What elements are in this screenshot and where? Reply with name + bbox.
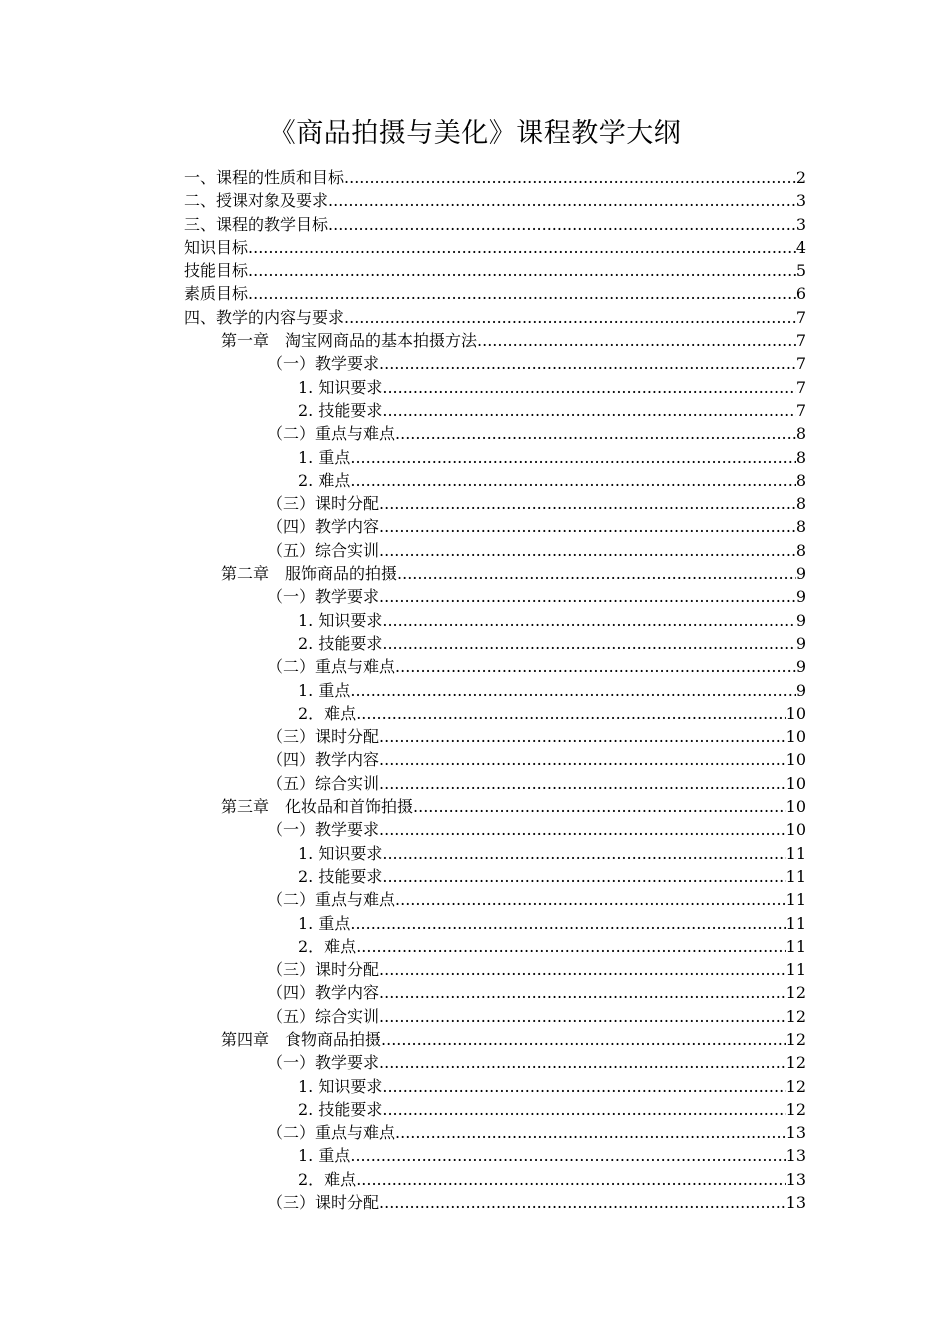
toc-entry-page-number: 13: [785, 1146, 806, 1166]
toc-dot-leader: [395, 888, 786, 911]
toc-entry[interactable]: [184, 1168, 806, 1191]
toc-entry[interactable]: [184, 1191, 806, 1214]
toc-entry[interactable]: [184, 632, 806, 655]
toc-entry[interactable]: [184, 1005, 806, 1028]
toc-entry[interactable]: [184, 352, 806, 375]
toc-entry-label: （一）教学要求: [267, 587, 380, 607]
toc-entry-page-number: 11: [785, 890, 806, 910]
toc-entry-page-number: 7: [795, 354, 806, 374]
toc-entry-page-number: 8: [795, 517, 806, 537]
toc-entry-label: 2. 技能要求: [298, 633, 383, 653]
toc-entry-page-number: 7: [795, 377, 806, 397]
toc-dot-leader: [382, 376, 795, 399]
toc-dot-leader: [350, 912, 785, 935]
toc-entry-page-number: 13: [785, 1123, 806, 1143]
toc-dot-leader: [379, 352, 796, 375]
toc-entry-page-number: 12: [785, 1029, 806, 1049]
toc-entry-page-number: 7: [795, 331, 806, 351]
toc-entry[interactable]: [184, 748, 806, 771]
toc-entry-page-number: 5: [795, 261, 806, 281]
toc-entry-label: 2. 技能要求: [298, 866, 383, 886]
toc-entry-label: 二、授课对象及要求: [184, 191, 329, 211]
toc-entry-page-number: 12: [785, 1099, 806, 1119]
toc-entry[interactable]: [184, 1121, 806, 1144]
toc-entry-page-number: 11: [785, 936, 806, 956]
toc-entry-page-number: 11: [785, 866, 806, 886]
toc-dot-leader: [395, 422, 796, 445]
toc-dot-leader: [381, 1028, 786, 1051]
toc-entry[interactable]: [184, 282, 806, 305]
toc-entry[interactable]: [184, 795, 806, 818]
toc-entry[interactable]: [184, 1075, 806, 1098]
toc-dot-leader: [379, 725, 786, 748]
toc-entry-label: （四）教学内容: [267, 517, 380, 537]
toc-dot-leader: [382, 1098, 785, 1121]
toc-dot-leader: [344, 306, 796, 329]
toc-entry-label: （二）重点与难点: [267, 424, 396, 444]
toc-entry[interactable]: [184, 1028, 806, 1051]
toc-dot-leader: [379, 772, 786, 795]
toc-entry-label: （四）教学内容: [267, 983, 380, 1003]
toc-dot-leader: [356, 935, 785, 958]
toc-entry[interactable]: [184, 679, 806, 702]
toc-dot-leader: [382, 842, 785, 865]
toc-entry-label: 四、教学的内容与要求: [184, 307, 345, 327]
toc-entry-label: 技能目标: [184, 261, 249, 281]
toc-entry-page-number: 12: [785, 1076, 806, 1096]
toc-entry[interactable]: [184, 1051, 806, 1074]
toc-entry-label: 1. 重点: [298, 1146, 351, 1166]
toc-entry-label: （三）课时分配: [267, 727, 380, 747]
toc-entry[interactable]: [184, 1098, 806, 1121]
toc-entry-label: 第三章 化妆品和首饰拍摄: [221, 797, 414, 817]
toc-entry-label: （五）综合实训: [267, 540, 380, 560]
toc-entry-label: 知识目标: [184, 237, 249, 257]
toc-entry-page-number: 8: [795, 424, 806, 444]
toc-dot-leader: [379, 958, 786, 981]
toc-entry-label: （二）重点与难点: [267, 890, 396, 910]
toc-dot-leader: [395, 655, 796, 678]
toc-entry[interactable]: [184, 888, 806, 911]
toc-dot-leader: [350, 679, 795, 702]
toc-dot-leader: [350, 469, 795, 492]
toc-entry-page-number: 3: [795, 191, 806, 211]
toc-dot-leader: [350, 1144, 785, 1167]
toc-entry-page-number: 10: [785, 820, 806, 840]
toc-entry-page-number: 10: [785, 727, 806, 747]
toc-entry[interactable]: [184, 1144, 806, 1167]
toc-entry[interactable]: [184, 399, 806, 422]
toc-dot-leader: [382, 609, 795, 632]
toc-dot-leader: [356, 702, 785, 725]
toc-entry[interactable]: [184, 492, 806, 515]
toc-dot-leader: [382, 632, 795, 655]
toc-entry[interactable]: [184, 725, 806, 748]
toc-entry-page-number: 6: [795, 284, 806, 304]
toc-entry-label: （三）课时分配: [267, 494, 380, 514]
toc-entry[interactable]: [184, 376, 806, 399]
toc-entry-label: （四）教学内容: [267, 750, 380, 770]
toc-dot-leader: [397, 562, 796, 585]
toc-entry[interactable]: [184, 422, 806, 445]
toc-entry-page-number: 4: [795, 237, 806, 257]
toc-entry-label: 2. 技能要求: [298, 400, 383, 420]
toc-dot-leader: [379, 1051, 786, 1074]
toc-dot-leader: [477, 329, 796, 352]
toc-entry[interactable]: [184, 655, 806, 678]
toc-dot-leader: [356, 1168, 785, 1191]
toc-entry-label: 1. 重点: [298, 913, 351, 933]
toc-entry-label: （一）教学要求: [267, 354, 380, 374]
toc-entry-page-number: 10: [785, 703, 806, 723]
toc-entry[interactable]: [184, 469, 806, 492]
toc-dot-leader: [248, 236, 796, 259]
toc-entry-label: 1. 知识要求: [298, 843, 383, 863]
toc-entry-label: 2．难点: [298, 703, 357, 723]
toc-entry[interactable]: [184, 515, 806, 538]
toc-entry[interactable]: [184, 446, 806, 469]
toc-entry-page-number: 11: [785, 843, 806, 863]
toc-dot-leader: [328, 189, 796, 212]
toc-entry[interactable]: [184, 702, 806, 725]
toc-entry[interactable]: [184, 306, 806, 329]
toc-entry-label: （二）重点与难点: [267, 657, 396, 677]
toc-entry-label: （二）重点与难点: [267, 1123, 396, 1143]
toc-entry-label: 1. 知识要求: [298, 1076, 383, 1096]
toc-entry-label: （三）课时分配: [267, 960, 380, 980]
toc-entry[interactable]: [184, 842, 806, 865]
toc-entry-page-number: 10: [785, 773, 806, 793]
toc-entry-page-number: 7: [795, 307, 806, 327]
toc-entry[interactable]: [184, 213, 806, 236]
toc-dot-leader: [328, 213, 796, 236]
toc-dot-leader: [350, 446, 795, 469]
toc-dot-leader: [379, 539, 796, 562]
toc-dot-leader: [382, 1075, 785, 1098]
toc-entry-page-number: 7: [795, 400, 806, 420]
toc-dot-leader: [248, 282, 796, 305]
toc-entry-page-number: 9: [795, 587, 806, 607]
toc-entry[interactable]: [184, 562, 806, 585]
toc-entry-label: 2．难点: [298, 1169, 357, 1189]
toc-entry[interactable]: [184, 958, 806, 981]
toc-entry-label: （一）教学要求: [267, 820, 380, 840]
toc-entry-label: （五）综合实训: [267, 1006, 380, 1026]
toc-entry-page-number: 9: [795, 680, 806, 700]
toc-entry-label: 素质目标: [184, 284, 249, 304]
toc-entry-label: 2. 技能要求: [298, 1099, 383, 1119]
toc-entry-page-number: 13: [785, 1169, 806, 1189]
toc-entry[interactable]: [184, 166, 806, 189]
toc-dot-leader: [379, 515, 796, 538]
toc-entry-page-number: 13: [785, 1193, 806, 1213]
toc-entry-label: （一）教学要求: [267, 1053, 380, 1073]
toc-entry[interactable]: [184, 236, 806, 259]
toc-entry[interactable]: [184, 539, 806, 562]
toc-dot-leader: [395, 1121, 786, 1144]
toc-entry-label: 三、课程的教学目标: [184, 214, 329, 234]
toc-entry-page-number: 10: [785, 750, 806, 770]
toc-entry-page-number: 11: [785, 960, 806, 980]
page-title: 《商品拍摄与美化》课程教学大纲: [268, 118, 682, 149]
toc-entry-page-number: 9: [795, 657, 806, 677]
toc-entry-page-number: 8: [795, 447, 806, 467]
toc-dot-leader: [379, 981, 786, 1004]
toc-dot-leader: [379, 1191, 786, 1214]
toc-entry[interactable]: [184, 865, 806, 888]
toc-entry-page-number: 9: [795, 610, 806, 630]
toc-entry-page-number: 10: [785, 797, 806, 817]
toc-entry-page-number: 3: [795, 214, 806, 234]
toc-dot-leader: [413, 795, 786, 818]
toc-entry-page-number: 9: [795, 564, 806, 584]
toc-entry-label: 一、课程的性质和目标: [184, 168, 345, 187]
toc-entry-page-number: 12: [785, 983, 806, 1003]
toc-entry[interactable]: [184, 609, 806, 632]
toc-dot-leader: [344, 166, 796, 189]
toc-dot-leader: [382, 865, 785, 888]
toc-entry[interactable]: [184, 935, 806, 958]
toc-entry[interactable]: [184, 259, 806, 282]
toc-entry[interactable]: [184, 818, 806, 841]
toc-entry-label: 1. 重点: [298, 680, 351, 700]
toc-entry-label: （五）综合实训: [267, 773, 380, 793]
toc-entry[interactable]: [184, 585, 806, 608]
toc-entry-page-number: 8: [795, 470, 806, 490]
toc-entry[interactable]: [184, 329, 806, 352]
toc-dot-leader: [379, 585, 796, 608]
toc-entry-page-number: 2: [795, 168, 806, 187]
toc-dot-leader: [379, 818, 786, 841]
toc-entry-label: 1. 知识要求: [298, 610, 383, 630]
toc-dot-leader: [382, 399, 795, 422]
toc-entry-page-number: 9: [795, 633, 806, 653]
toc-entry-label: 第四章 食物商品拍摄: [221, 1029, 382, 1049]
table-of-contents: [184, 166, 806, 1214]
toc-dot-leader: [248, 259, 796, 282]
toc-entry-label: （三）课时分配: [267, 1193, 380, 1213]
toc-entry[interactable]: [184, 189, 806, 212]
toc-entry-label: 第一章 淘宝网商品的基本拍摄方法: [221, 331, 478, 351]
toc-entry-page-number: 8: [795, 494, 806, 514]
toc-entry-page-number: 8: [795, 540, 806, 560]
toc-entry-label: 2．难点: [298, 936, 357, 956]
toc-entry-label: 1. 知识要求: [298, 377, 383, 397]
toc-dot-leader: [379, 1005, 786, 1028]
toc-entry[interactable]: [184, 772, 806, 795]
toc-entry-page-number: 11: [785, 913, 806, 933]
toc-entry-label: 第二章 服饰商品的拍摄: [221, 564, 398, 584]
toc-entry[interactable]: [184, 912, 806, 935]
toc-entry-page-number: 12: [785, 1006, 806, 1026]
toc-entry-label: 1. 重点: [298, 447, 351, 467]
toc-entry-label: 2. 难点: [298, 470, 351, 490]
toc-dot-leader: [379, 492, 796, 515]
toc-dot-leader: [379, 748, 786, 771]
toc-entry[interactable]: [184, 981, 806, 1004]
toc-entry-page-number: 12: [785, 1053, 806, 1073]
